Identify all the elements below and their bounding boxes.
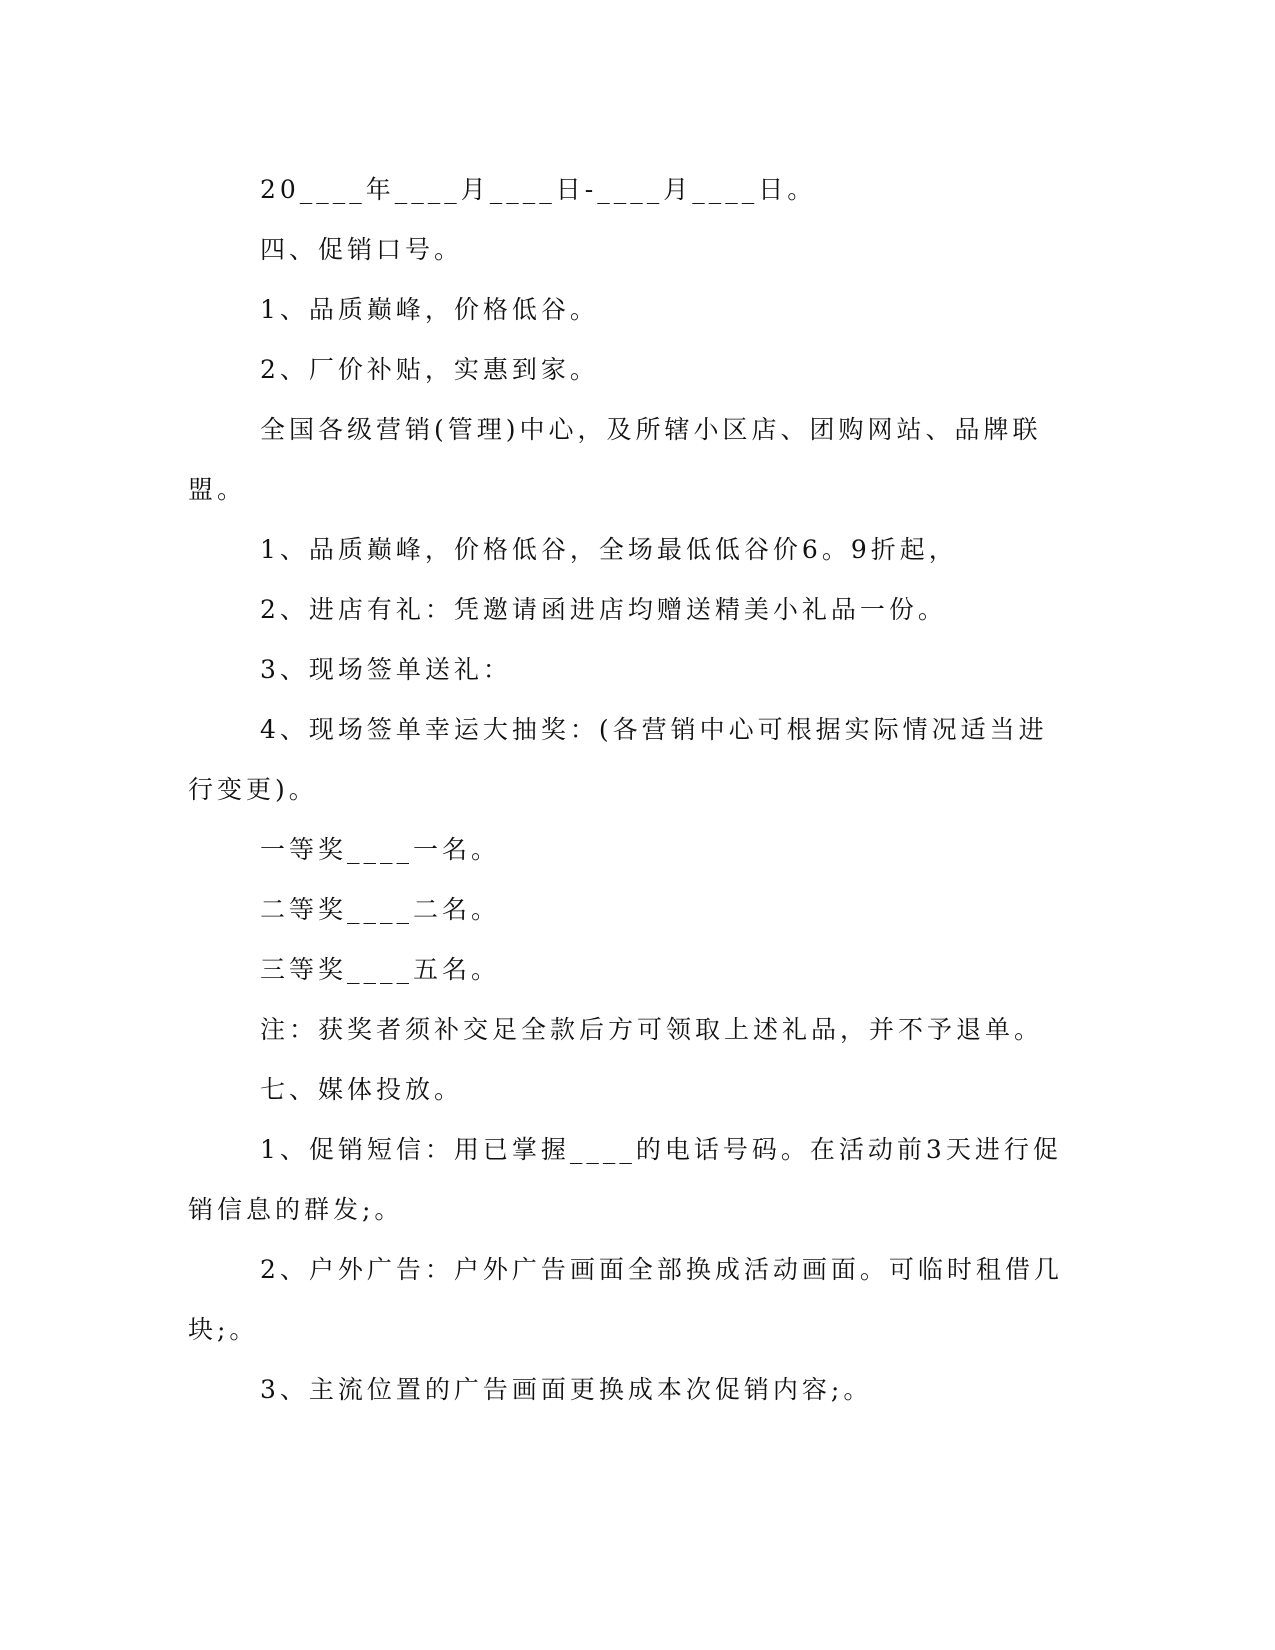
slogan-item-2: 2、厂价补贴，实惠到家。 <box>260 355 599 384</box>
prize-first: 一等奖____一名。 <box>260 835 501 864</box>
section-heading-media: 七、媒体投放。 <box>260 1075 464 1104</box>
prize-note: 注：获奖者须补交足全款后方可领取上述礼品，并不予退单。 <box>260 1015 1044 1044</box>
media-item-3: 3、主流位置的广告画面更换成本次促销内容;。 <box>260 1375 873 1404</box>
document-body <box>188 160 1068 1420</box>
prize-second: 二等奖____二名。 <box>260 895 501 924</box>
section-heading-slogan: 四、促销口号。 <box>260 235 464 264</box>
media-item-2: 2、户外广告：户外广告画面全部换成活动画面。可临时租借几块;。 <box>188 1255 1063 1344</box>
promo-item-3: 3、现场签单送礼： <box>260 655 512 684</box>
scope-paragraph: 全国各级营销(管理)中心，及所辖小区店、团购网站、品牌联盟。 <box>188 415 1042 504</box>
promo-item-4: 4、现场签单幸运大抽奖：(各营销中心可根据实际情况适当进行变更)。 <box>188 715 1048 804</box>
slogan-item-1: 1、品质巅峰，价格低谷。 <box>260 295 599 324</box>
media-item-1: 1、促销短信：用已掌握____的电话号码。在活动前3天进行促销信息的群发;。 <box>188 1135 1062 1224</box>
promo-item-2: 2、进店有礼：凭邀请函进店均赠送精美小礼品一份。 <box>260 595 947 624</box>
promo-item-1: 1、品质巅峰，价格低谷，全场最低低谷价6。9折起， <box>260 535 958 564</box>
date-range-line: 20____年____月____日-____月____日。 <box>260 175 817 204</box>
prize-third: 三等奖____五名。 <box>260 955 501 984</box>
